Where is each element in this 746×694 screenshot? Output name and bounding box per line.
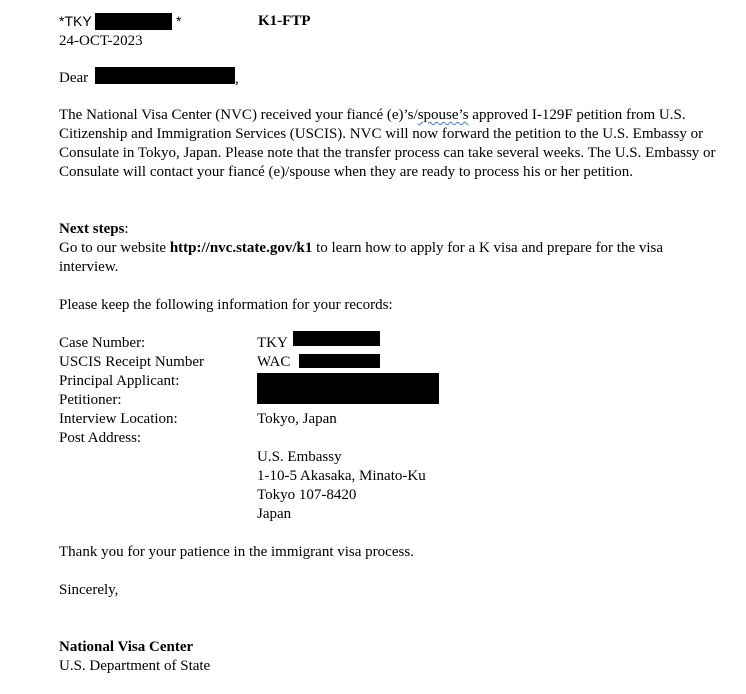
case-number-value: TKY xyxy=(257,335,288,351)
receipt-number-value: WAC xyxy=(257,354,291,370)
redacted-case-number xyxy=(293,331,380,346)
redacted-reference-number xyxy=(95,13,172,30)
salutation-dear: Dear xyxy=(59,70,89,86)
address-line: Japan xyxy=(257,506,292,522)
redacted-recipient-name xyxy=(95,67,235,84)
address-line: 1-10-5 Akasaka, Minato-Ku xyxy=(257,468,426,484)
next-steps-colon: : xyxy=(124,221,129,237)
receipt-number-label: USCIS Receipt Number xyxy=(59,354,204,370)
post-address-label: Post Address: xyxy=(59,430,142,446)
next-steps-heading xyxy=(59,220,719,239)
nvc-website-link[interactable]: http://nvc.state.gov/k1 xyxy=(169,240,313,256)
redacted-applicant-petitioner-names xyxy=(257,373,439,404)
signature-department: U.S. Department of State xyxy=(59,658,211,674)
case-number-label: Case Number: xyxy=(59,335,146,351)
next-steps-text-2: to learn how to apply for a K visa and prepare for the visa interview. xyxy=(59,240,664,275)
signature-organization: National Visa Center xyxy=(59,639,194,655)
next-steps-title: Next steps xyxy=(59,221,125,237)
reference-prefix: *TKY xyxy=(59,13,92,29)
intro-text-1: The National Visa Center (NVC) received your fiancé (e)’s/ xyxy=(59,107,418,123)
next-steps-paragraph xyxy=(59,239,719,277)
next-steps-text-1: Go to our website xyxy=(59,240,170,256)
address-line: U.S. Embassy xyxy=(257,449,342,465)
address-line: Tokyo 107-8420 xyxy=(257,487,357,503)
letter-date: 24-OCT-2023 xyxy=(59,33,143,49)
intro-text-2: approved I-129F petition from U.S. Citizenship and Immigration Services (USCIS). NVC will now forward the petition to the U.S. Embassy or Consulate in Tokyo, Japan. Please note that the transfer process can take several weeks. The U.S. Embassy or Consulate will contact your fiancé (e)/spouse when they are ready to process his or her petition. xyxy=(59,107,716,180)
spellcheck-flagged-word: spouse’s xyxy=(417,107,469,123)
thank-you-line: Thank you for your patience in the immigrant visa process. xyxy=(59,544,414,560)
closing-sincerely: Sincerely, xyxy=(59,582,119,598)
keep-info-line: Please keep the following information for your records: xyxy=(59,297,393,313)
interview-location-value: Tokyo, Japan xyxy=(257,411,337,427)
redacted-receipt-number xyxy=(299,354,380,368)
intro-paragraph xyxy=(59,106,719,182)
reference-suffix: * xyxy=(176,13,182,29)
principal-applicant-label: Principal Applicant: xyxy=(59,373,180,389)
visa-category-code: K1-FTP xyxy=(258,13,311,29)
interview-location-label: Interview Location: xyxy=(59,411,178,427)
salutation-comma: , xyxy=(235,71,239,87)
petitioner-label: Petitioner: xyxy=(59,392,122,408)
